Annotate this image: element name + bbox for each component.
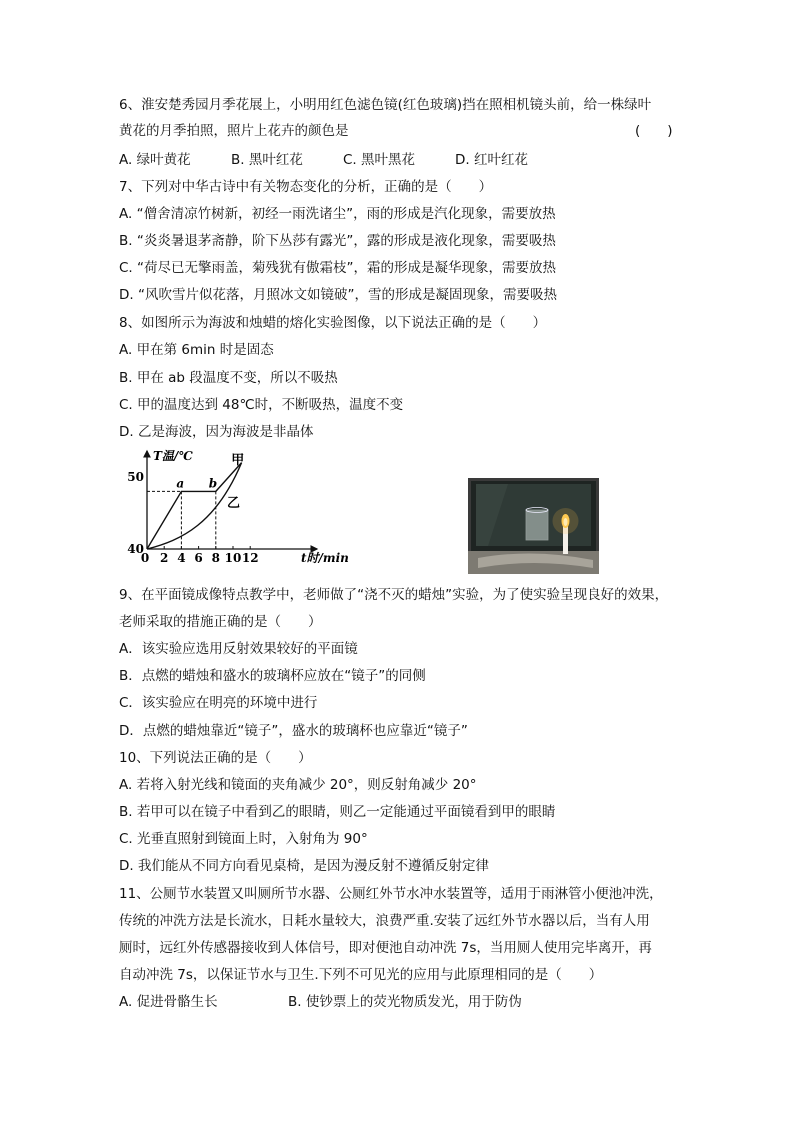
q10-stem: 10、下列说法正确的是（ ） [119, 750, 312, 766]
melting-curve-chart [121, 447, 349, 571]
series-label-jia: 甲 [231, 453, 245, 469]
q9-stem-line2: 老师采取的措施正确的是（ ） [119, 614, 322, 630]
q8-option-d: D. 乙是海波，因为海波是非晶体 [119, 424, 314, 440]
q8-option-c: C. 甲的温度达到 48℃时，不断吸热，温度不变 [119, 397, 404, 413]
x-tick-label: 0 [140, 551, 150, 565]
q11-stem-line3: 厕时，远红外传感器接收到人体信号，即对便池自动冲洗 7s，当用厕人使用完毕离开，再 [119, 940, 652, 956]
q10-option-a: A. 若将入射光线和镜面的夹角减少 20°，则反射角减少 20° [119, 777, 477, 793]
q10-option-b: B. 若甲可以在镜子中看到乙的眼睛，则乙一定能通过平面镜看到甲的眼睛 [119, 804, 556, 820]
q6-stem-line1: 6、淮安楚秀园月季花展上，小明用红色滤色镜(红色玻璃)挡在照相机镜头前，给一株绿叶 [119, 97, 652, 113]
q7-option-c: C. “荷尽已无擎雨盖，菊残犹有傲霜枝”，霜的形成是凝华现象，需要放热 [119, 260, 556, 276]
series-label-yi: 乙 [226, 496, 240, 512]
y-tick-label: 40 [127, 542, 144, 556]
q9-option-c: C．该实验应在明亮的环境中进行 [119, 695, 318, 711]
q9-stem-line1: 9、在平面镜成像特点教学中，老师做了“浇不灭的蜡烛”实验，为了使实验呈现良好的效果， [119, 587, 669, 603]
x-tick-label: 6 [194, 551, 203, 565]
q6-option-b: B. 黑叶红花 [231, 152, 303, 168]
x-axis-label: t时/min [301, 551, 349, 565]
q6-answer-paren: ( ) [635, 123, 673, 139]
y-tick-label: 50 [127, 470, 144, 484]
q6-option-d: D. 红叶红花 [455, 152, 528, 168]
x-tick-label: 4 [177, 551, 186, 565]
y-axis-label: T温/℃ [153, 449, 193, 463]
q9-option-d: D．点燃的蜡烛靠近“镜子”，盛水的玻璃杯也应靠近“镜子” [119, 723, 468, 739]
q8-option-b: B. 甲在 ab 段温度不变，所以不吸热 [119, 370, 338, 386]
x-tick-label: 8 [211, 551, 220, 565]
q6-stem-line2: 黄花的月季拍照，照片上花卉的颜色是 [119, 123, 349, 139]
candle-experiment-photo [468, 478, 599, 574]
q9-option-a: A．该实验应选用反射效果较好的平面镜 [119, 641, 358, 657]
q11-option-a: A. 促进骨骼生长 [119, 994, 218, 1010]
point-label-b: b [208, 476, 218, 491]
q7-stem: 7、下列对中华古诗中有关物态变化的分析，正确的是（ ） [119, 179, 493, 195]
q8-option-a: A. 甲在第 6min 时是固态 [119, 342, 274, 358]
q7-option-a: A. “僧舍清凉竹树新，初经一雨洗诸尘”，雨的形成是汽化现象，需要放热 [119, 206, 556, 222]
q11-option-b: B. 使钞票上的荧光物质发光，用于防伪 [288, 994, 522, 1010]
x-tick-label: 2 [160, 551, 169, 565]
q6-option-a: A. 绿叶黄花 [119, 152, 191, 168]
q11-stem-line4: 自动冲洗 7s，以保证节水与卫生.下列不可见光的应用与此原理相同的是（ ） [119, 967, 603, 983]
x-tick-label: 10 [224, 551, 242, 565]
q7-option-b: B. “炎炎暑退茅斋静，阶下丛莎有露光”，露的形成是液化现象，需要吸热 [119, 233, 556, 249]
q11-stem-line2: 传统的冲洗方法是长流水，日耗水量较大，浪费严重.安装了远红外节水器以后，当有人用 [119, 913, 650, 929]
x-tick-label: 12 [241, 551, 259, 565]
q7-option-d: D. “风吹雪片似花落，月照冰文如镜破”，雪的形成是凝固现象，需要吸热 [119, 287, 557, 303]
q11-stem-line1: 11、公厕节水装置又叫厕所节水器、公厕红外节水冲水装置等，适用于雨淋管小便池冲洗， [119, 886, 663, 902]
point-label-a: a [176, 476, 185, 491]
q6-option-c: C. 黑叶黑花 [343, 152, 416, 168]
q10-option-c: C. 光垂直照射到镜面上时，入射角为 90° [119, 831, 368, 847]
q10-option-d: D. 我们能从不同方向看见桌椅，是因为漫反射不遵循反射定律 [119, 858, 489, 874]
q8-stem: 8、如图所示为海波和烛蜡的熔化实验图像，以下说法正确的是（ ） [119, 315, 547, 331]
q9-option-b: B．点燃的蜡烛和盛水的玻璃杯应放在“镜子”的同侧 [119, 668, 426, 684]
